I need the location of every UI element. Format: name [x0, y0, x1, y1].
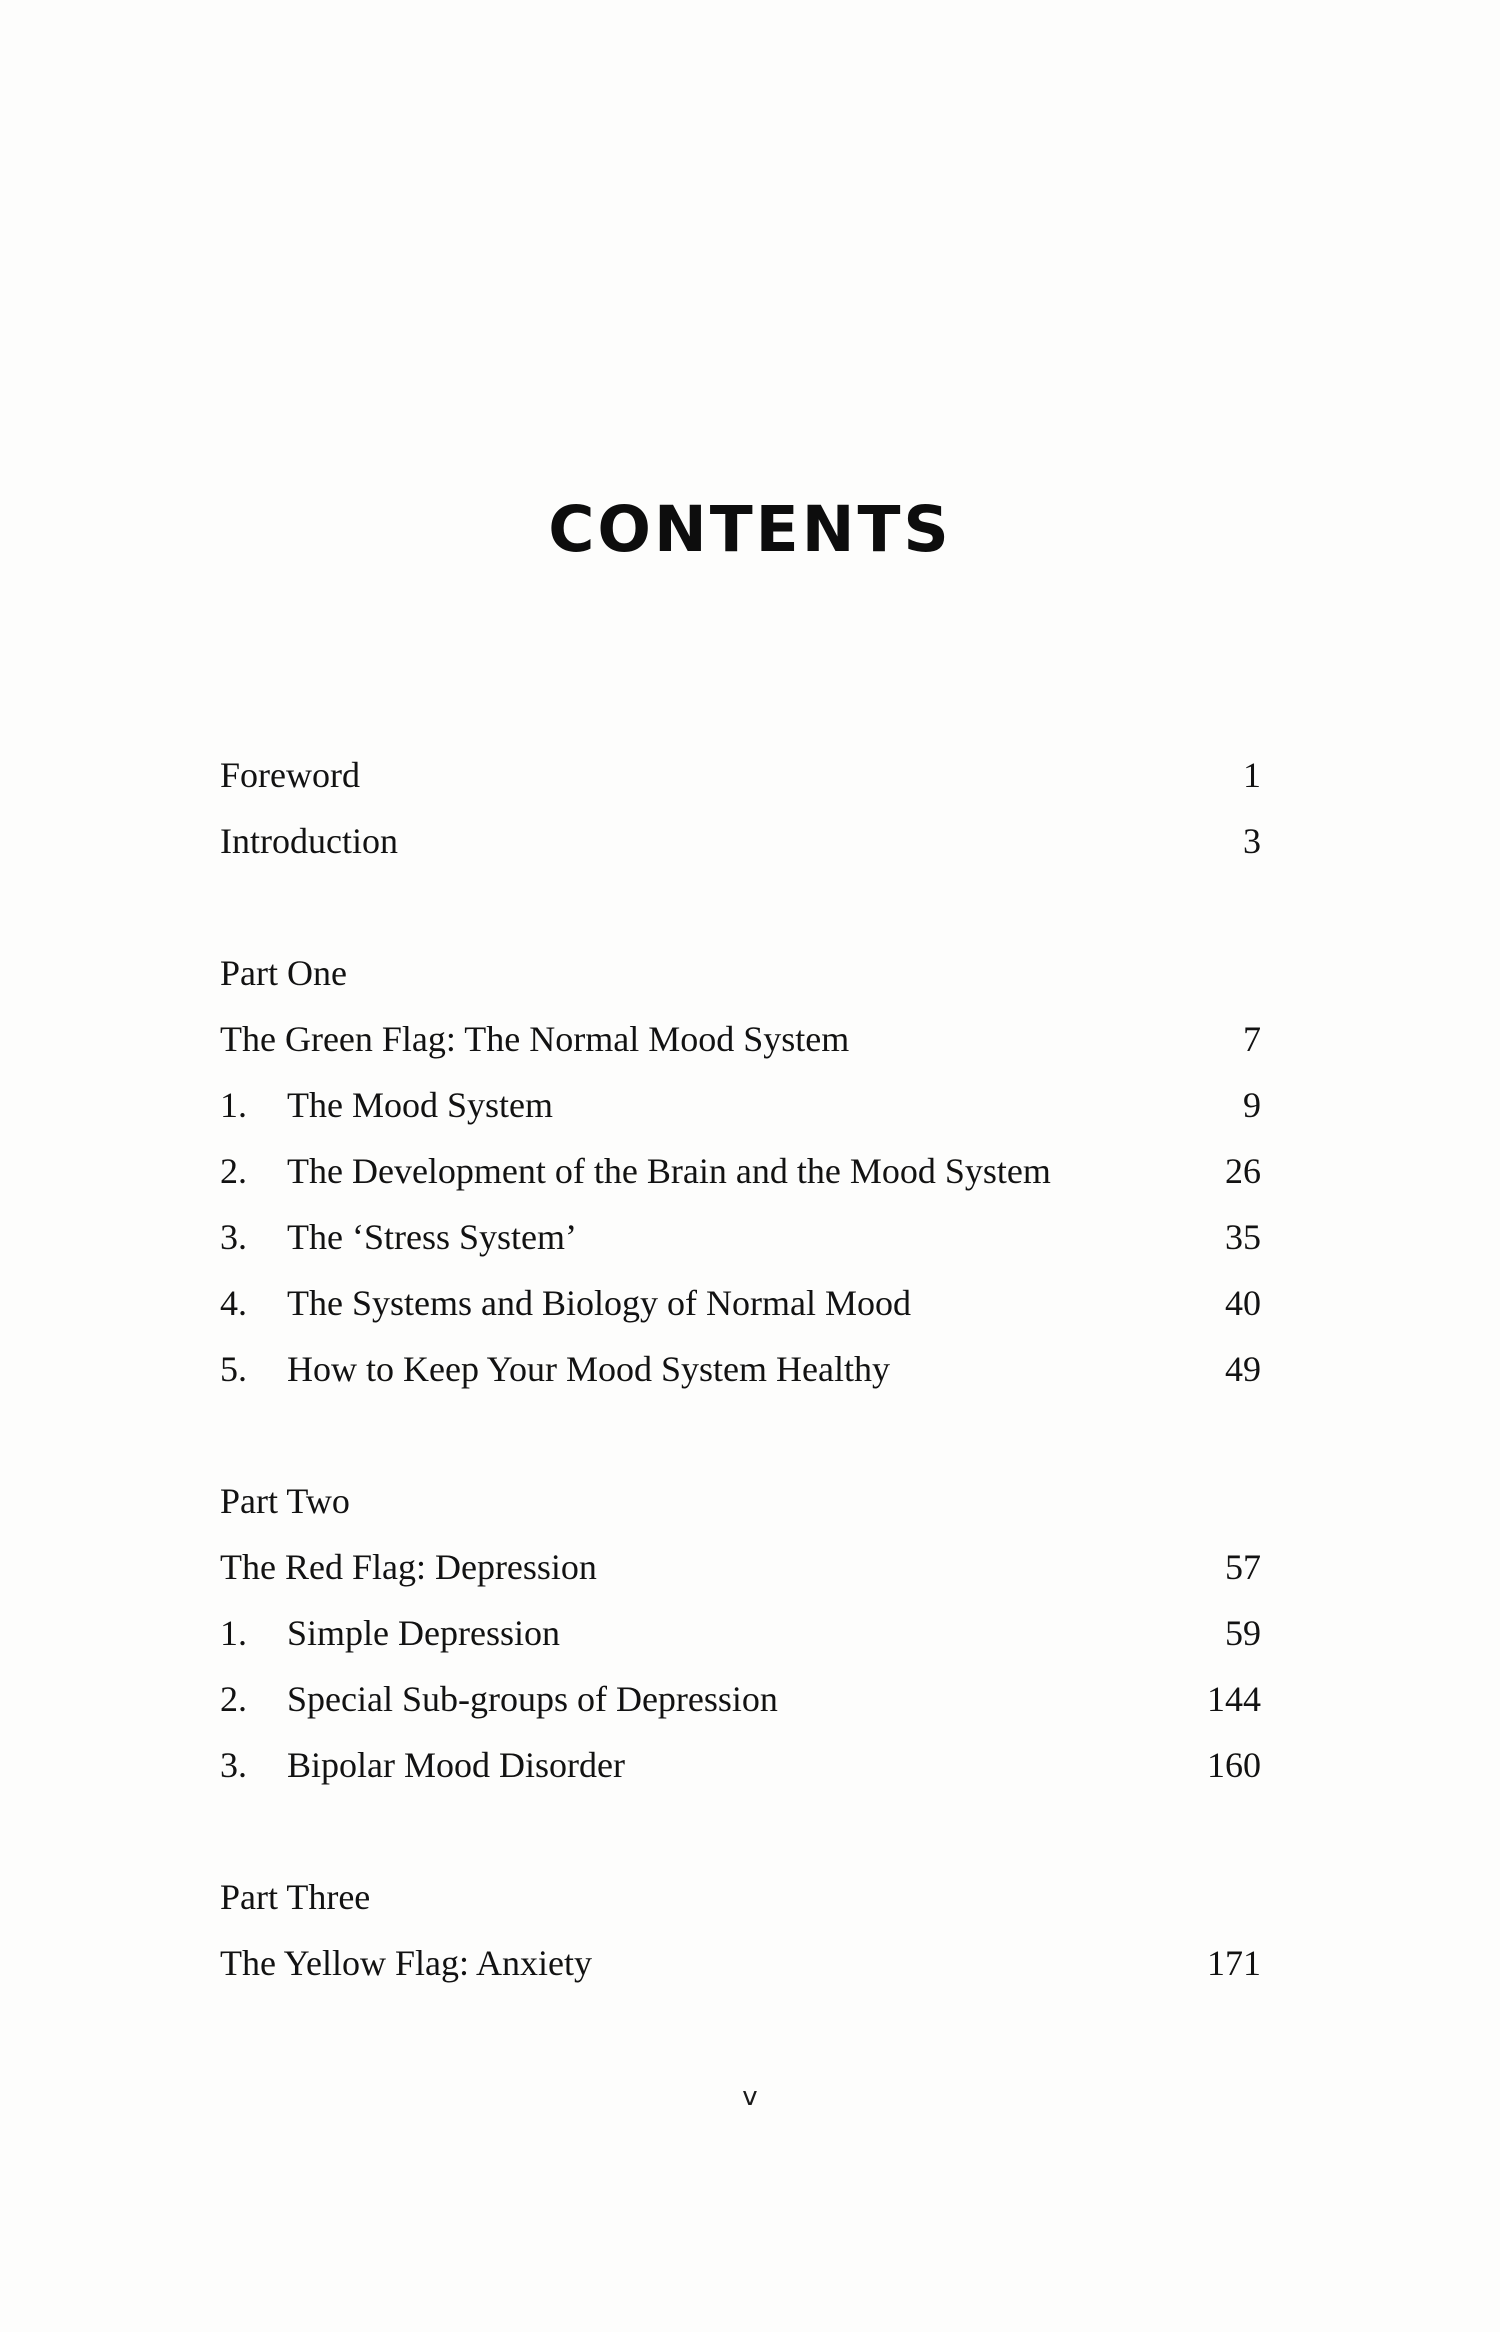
toc-entry-green-flag[interactable]: [220, 1014, 1261, 1064]
toc-entry-label: Special Sub-groups of Depression: [287, 1679, 778, 1719]
toc-entry-label: The Systems and Biology of Normal Mood: [287, 1283, 911, 1323]
toc-page-number: 40: [1225, 1283, 1261, 1323]
chapter-number: 5.: [220, 1349, 247, 1389]
part-two-heading: Part Two: [220, 1481, 350, 1521]
chapter-number: 3.: [220, 1217, 247, 1257]
toc-chapter-1-2[interactable]: [220, 1146, 1261, 1196]
toc-entry-label: How to Keep Your Mood System Healthy: [287, 1349, 890, 1389]
toc-chapter-1-3[interactable]: [220, 1212, 1261, 1262]
toc-page-number: 3: [1243, 821, 1261, 861]
toc-chapter-2-2[interactable]: [220, 1674, 1261, 1724]
page-folio: v: [742, 2082, 758, 2112]
toc-entry-red-flag[interactable]: [220, 1542, 1261, 1592]
toc-page-number: 59: [1225, 1613, 1261, 1653]
toc-page-number: 160: [1207, 1745, 1261, 1785]
page-title: CONTENTS: [548, 493, 952, 566]
toc-page-number: 49: [1225, 1349, 1261, 1389]
chapter-number: 1.: [220, 1085, 247, 1125]
toc-entry-label: Foreword: [220, 755, 360, 795]
toc-page-number: 171: [1207, 1943, 1261, 1983]
toc-entry-label: Introduction: [220, 821, 398, 861]
chapter-number: 3.: [220, 1745, 247, 1785]
toc-entry-label: The Green Flag: The Normal Mood System: [220, 1019, 850, 1059]
toc-entry-foreword[interactable]: [220, 750, 1261, 800]
toc-chapter-2-1[interactable]: [220, 1608, 1261, 1658]
toc-page-number: 144: [1207, 1679, 1261, 1719]
toc-page-number: 9: [1243, 1085, 1261, 1125]
toc-entry-yellow-flag[interactable]: [220, 1938, 1261, 1988]
toc-chapter-1-5[interactable]: [220, 1344, 1261, 1394]
part-one-heading: Part One: [220, 953, 347, 993]
toc-chapter-1-4[interactable]: [220, 1278, 1261, 1328]
toc-page-number: 1: [1243, 755, 1261, 795]
toc-page-number: 7: [1243, 1019, 1261, 1059]
toc-entry-label: Bipolar Mood Disorder: [287, 1745, 625, 1785]
toc-page-number: 26: [1225, 1151, 1261, 1191]
toc-chapter-1-1[interactable]: [220, 1080, 1261, 1130]
chapter-number: 2.: [220, 1151, 247, 1191]
toc-entry-label: The Development of the Brain and the Mood System: [287, 1151, 1051, 1191]
chapter-number: 4.: [220, 1283, 247, 1323]
toc-entry-label: The Red Flag: Depression: [220, 1547, 597, 1587]
toc-entry-label: The ‘Stress System’: [287, 1217, 577, 1257]
toc-page-number: 57: [1225, 1547, 1261, 1587]
toc-entry-label: The Mood System: [287, 1085, 553, 1125]
toc-entry-label: The Yellow Flag: Anxiety: [220, 1943, 593, 1983]
toc-entry-label: Simple Depression: [287, 1613, 560, 1653]
part-three-heading: Part Three: [220, 1877, 371, 1917]
toc-entry-introduction[interactable]: [220, 816, 1261, 866]
chapter-number: 2.: [220, 1679, 247, 1719]
chapter-number: 1.: [220, 1613, 247, 1653]
toc-page-number: 35: [1225, 1217, 1261, 1257]
toc-chapter-2-3[interactable]: [220, 1740, 1261, 1790]
